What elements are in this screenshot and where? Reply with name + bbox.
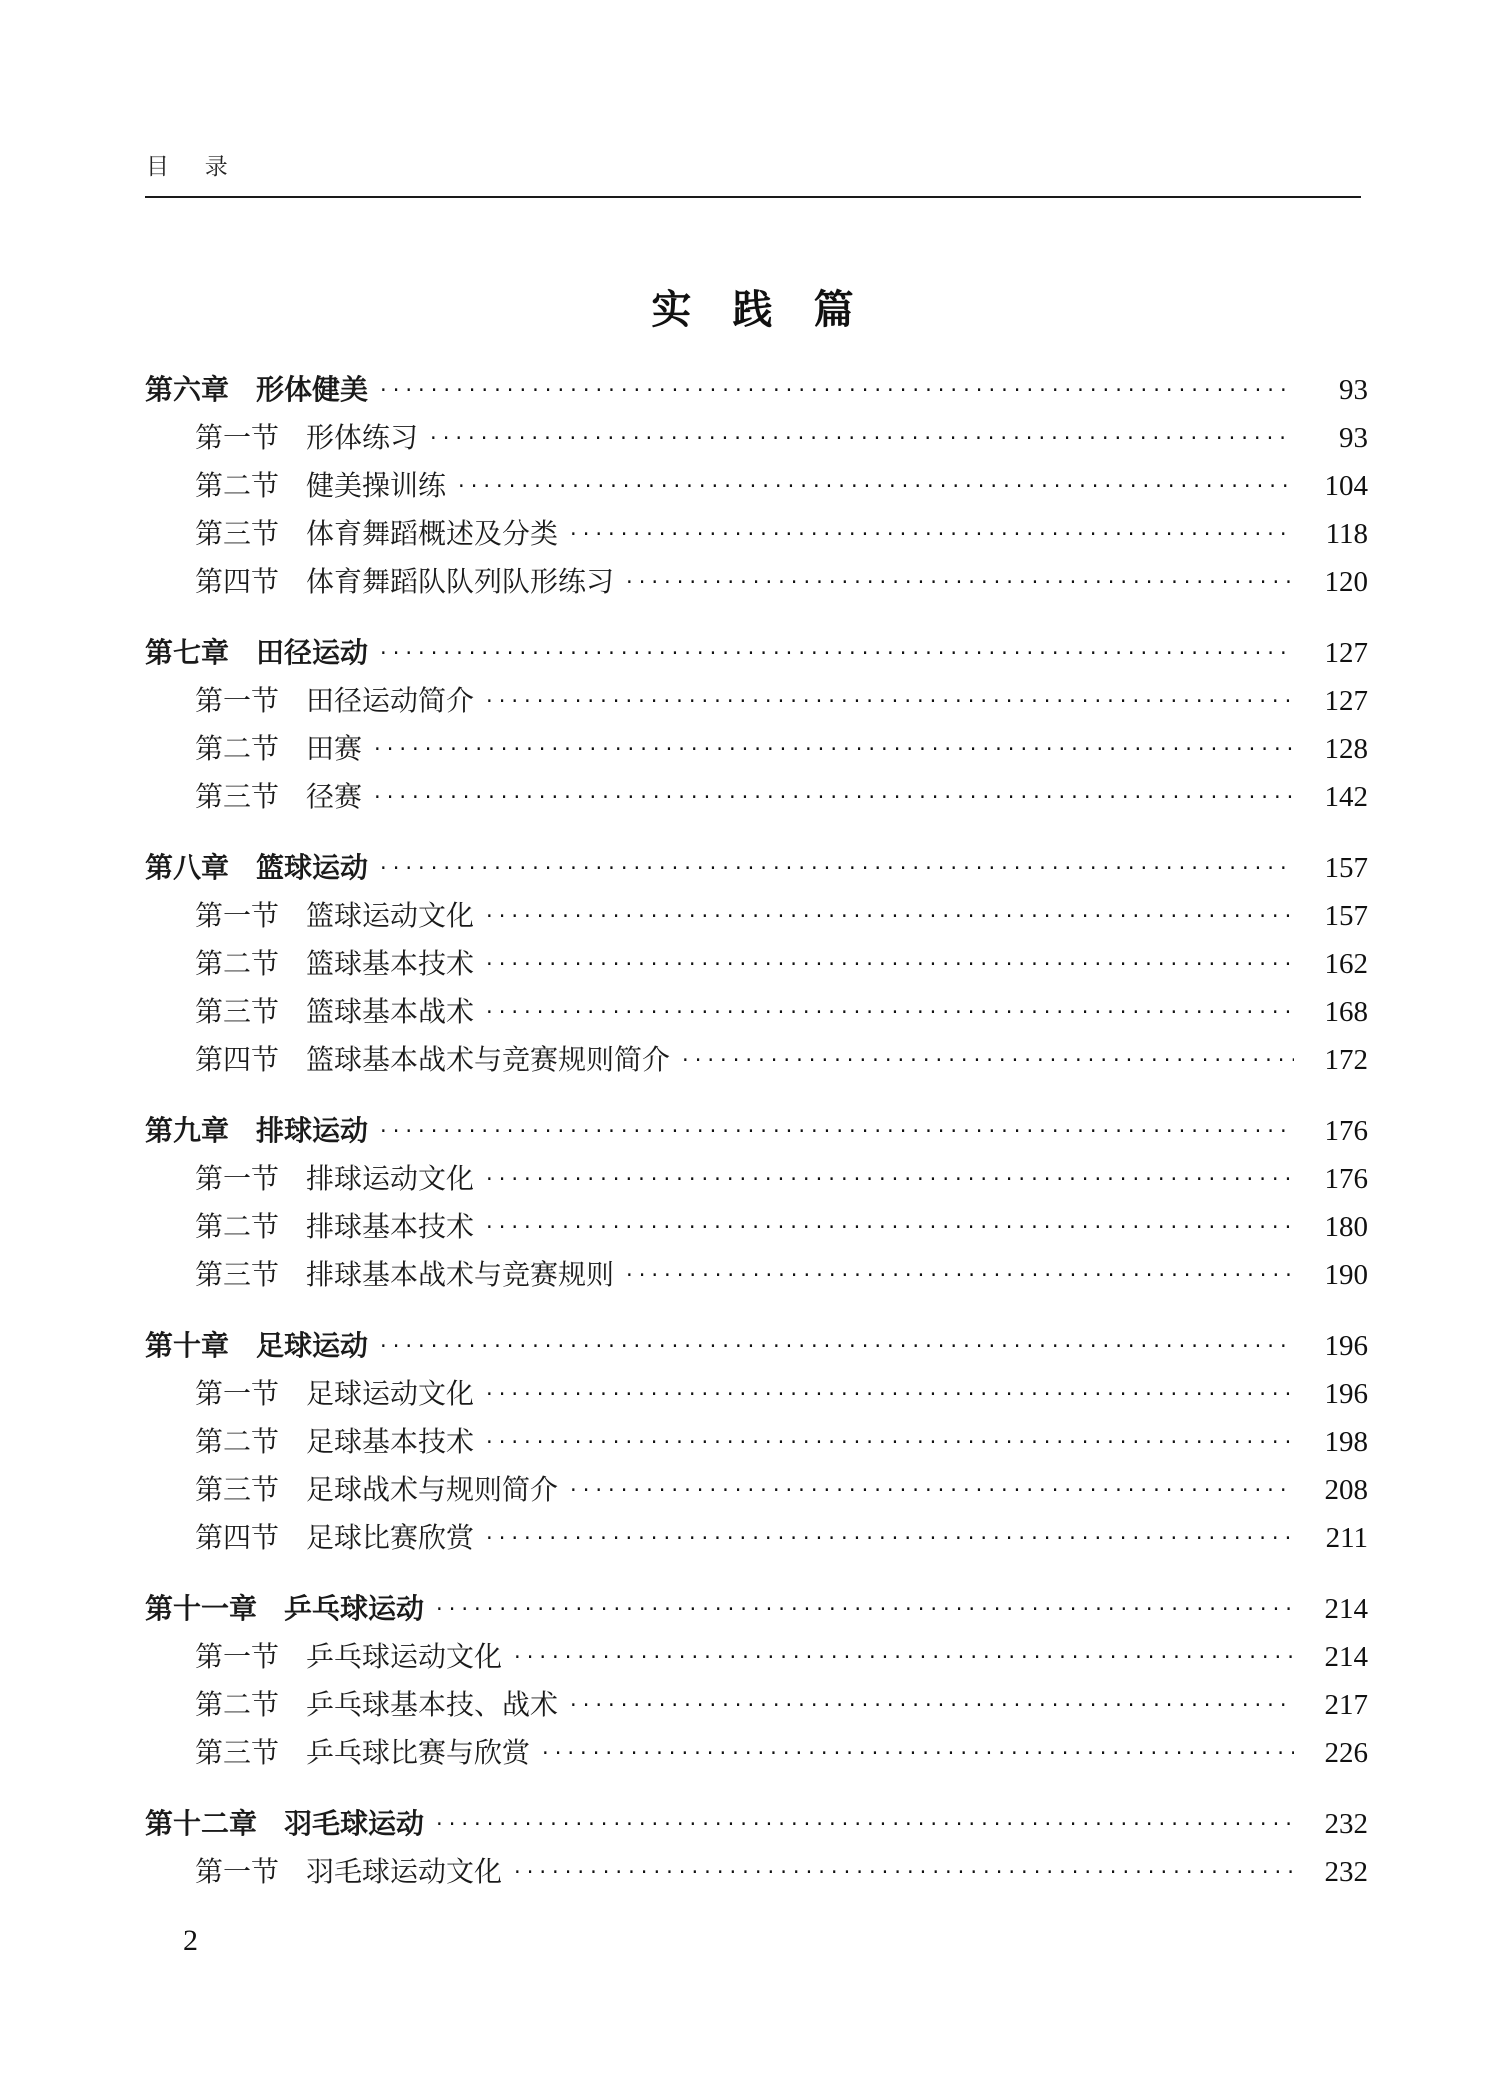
toc-row-section <box>145 414 1368 462</box>
page-number: 104 <box>1324 470 1368 502</box>
section-label: 第一节 <box>195 1857 280 1888</box>
chapter-title: 田径运动 <box>256 637 369 668</box>
dot-leader <box>570 1466 1294 1514</box>
toc-row-section <box>145 677 1368 725</box>
toc-row-chapter <box>145 1107 1368 1155</box>
dot-leader <box>486 1514 1294 1562</box>
dot-leader <box>430 414 1294 462</box>
section-title: 体育舞蹈概述及分类 <box>306 519 559 550</box>
page-number: 93 <box>1339 422 1368 454</box>
dot-leader <box>486 940 1294 988</box>
toc-row-section <box>145 988 1368 1036</box>
chapter-label: 第九章 <box>145 1115 230 1146</box>
page-number: 232 <box>1324 1808 1368 1840</box>
toc-row-section <box>145 462 1368 510</box>
toc-row-section <box>145 1155 1368 1203</box>
dot-leader <box>486 1370 1294 1418</box>
dot-leader <box>570 510 1294 558</box>
section-title: 排球基本战术与竞赛规则 <box>306 1260 615 1291</box>
section-title: 田赛 <box>306 734 363 765</box>
dot-leader <box>626 558 1294 606</box>
chapter-title: 篮球运动 <box>256 852 369 883</box>
section-title: 形体练习 <box>306 423 419 454</box>
toc-row-section <box>145 1848 1368 1896</box>
chapter-label: 第八章 <box>145 852 230 883</box>
toc-row-section <box>145 892 1368 940</box>
toc-row-section <box>145 1514 1368 1562</box>
section-label: 第一节 <box>195 1164 280 1195</box>
chapter-title: 形体健美 <box>256 374 369 405</box>
dot-leader <box>486 988 1294 1036</box>
section-label: 第三节 <box>195 997 280 1028</box>
page-number: 162 <box>1324 948 1368 980</box>
dot-leader <box>374 725 1294 773</box>
section-title: 篮球基本战术 <box>306 997 475 1028</box>
dot-leader <box>542 1729 1294 1777</box>
toc-row-section <box>145 940 1368 988</box>
section-label: 第三节 <box>195 519 280 550</box>
dot-leader <box>486 1155 1294 1203</box>
page-number: 214 <box>1324 1593 1368 1625</box>
dot-leader <box>486 1203 1294 1251</box>
chapter-label: 第十一章 <box>145 1593 258 1624</box>
section-title: 排球基本技术 <box>306 1212 475 1243</box>
section-title: 羽毛球运动文化 <box>306 1857 503 1888</box>
page-number: 180 <box>1324 1211 1368 1243</box>
page-number: 196 <box>1324 1330 1368 1362</box>
page-number: 128 <box>1324 733 1368 765</box>
toc-row-section <box>145 1036 1368 1084</box>
section-label: 第二节 <box>195 734 280 765</box>
dot-leader <box>486 892 1294 940</box>
dot-leader <box>380 1107 1294 1155</box>
dot-leader <box>458 462 1294 510</box>
dot-leader <box>514 1633 1294 1681</box>
page-number: 172 <box>1324 1044 1368 1076</box>
page-number: 211 <box>1325 1522 1368 1554</box>
toc-row-section <box>145 510 1368 558</box>
chapter-label: 第十二章 <box>145 1808 258 1839</box>
page-number: 127 <box>1324 685 1368 717</box>
dot-leader <box>514 1848 1294 1896</box>
section-label: 第二节 <box>195 949 280 980</box>
toc-row-chapter <box>145 629 1368 677</box>
page-number: 157 <box>1324 900 1368 932</box>
section-label: 第三节 <box>195 1475 280 1506</box>
chapter-label: 第七章 <box>145 637 230 668</box>
section-label: 第一节 <box>195 1642 280 1673</box>
page-number: 93 <box>1339 374 1368 406</box>
toc-row-chapter <box>145 844 1368 892</box>
section-label: 第二节 <box>195 1690 280 1721</box>
toc-row-chapter <box>145 1585 1368 1633</box>
section-title: 足球运动文化 <box>306 1379 475 1410</box>
dot-leader <box>374 773 1294 821</box>
toc-row-chapter <box>145 366 1368 414</box>
chapter-label: 第十章 <box>145 1330 230 1361</box>
dot-leader <box>682 1036 1294 1084</box>
toc-row-section <box>145 1203 1368 1251</box>
dot-leader <box>486 1418 1294 1466</box>
running-header: 目 录 <box>146 154 230 179</box>
toc-row-section <box>145 1466 1368 1514</box>
dot-leader <box>380 629 1294 677</box>
toc-row-section <box>145 725 1368 773</box>
toc-row-section <box>145 1370 1368 1418</box>
toc-row-section <box>145 1729 1368 1777</box>
page-number: 190 <box>1324 1259 1368 1291</box>
dot-leader <box>380 844 1294 892</box>
section-label: 第四节 <box>195 1523 280 1554</box>
section-label: 第三节 <box>195 1738 280 1769</box>
section-title: 乒乓球基本技、战术 <box>306 1690 559 1721</box>
toc-row-section <box>145 1251 1368 1299</box>
page-number: 168 <box>1324 996 1368 1028</box>
section-title: 体育舞蹈队队列队形练习 <box>306 567 615 598</box>
toc-row-section <box>145 773 1368 821</box>
section-label: 第四节 <box>195 567 280 598</box>
section-label: 第三节 <box>195 1260 280 1291</box>
toc-row-section <box>145 1681 1368 1729</box>
page-number: 127 <box>1324 637 1368 669</box>
toc-row-chapter <box>145 1322 1368 1370</box>
dot-leader <box>436 1800 1294 1848</box>
section-title: 径赛 <box>306 782 363 813</box>
toc-row-section <box>145 1418 1368 1466</box>
table-of-contents <box>145 366 1368 1896</box>
section-title: 健美操训练 <box>306 471 447 502</box>
chapter-title: 足球运动 <box>256 1330 369 1361</box>
chapter-title: 排球运动 <box>256 1115 369 1146</box>
toc-row-section <box>145 558 1368 606</box>
section-label: 第一节 <box>195 686 280 717</box>
dot-leader <box>380 1322 1294 1370</box>
folio-page-number: 2 <box>183 1924 198 1957</box>
page-number: 142 <box>1324 781 1368 813</box>
page-number: 176 <box>1324 1115 1368 1147</box>
section-title: 田径运动简介 <box>306 686 475 717</box>
section-title: 乒乓球比赛与欣赏 <box>306 1738 531 1769</box>
section-title: 足球战术与规则简介 <box>306 1475 559 1506</box>
dot-leader <box>570 1681 1294 1729</box>
page-number: 232 <box>1324 1856 1368 1888</box>
chapter-title: 羽毛球运动 <box>284 1808 425 1839</box>
page-number: 118 <box>1325 518 1368 550</box>
section-label: 第四节 <box>195 1045 280 1076</box>
header-rule <box>145 196 1361 198</box>
section-label: 第一节 <box>195 901 280 932</box>
page-number: 157 <box>1324 852 1368 884</box>
toc-row-chapter <box>145 1800 1368 1848</box>
section-label: 第一节 <box>195 1379 280 1410</box>
section-title: 篮球运动文化 <box>306 901 475 932</box>
dot-leader <box>380 366 1294 414</box>
section-label: 第二节 <box>195 471 280 502</box>
page-number: 217 <box>1324 1689 1368 1721</box>
page-number: 176 <box>1324 1163 1368 1195</box>
section-title: 乒乓球运动文化 <box>306 1642 503 1673</box>
section-title: 排球运动文化 <box>306 1164 475 1195</box>
chapter-title: 乒乓球运动 <box>284 1593 425 1624</box>
page-number: 198 <box>1324 1426 1368 1458</box>
chapter-label: 第六章 <box>145 374 230 405</box>
section-title: 篮球基本战术与竞赛规则简介 <box>306 1045 671 1076</box>
section-label: 第二节 <box>195 1212 280 1243</box>
section-label: 第二节 <box>195 1427 280 1458</box>
section-title: 足球基本技术 <box>306 1427 475 1458</box>
section-label: 第一节 <box>195 423 280 454</box>
page-number: 120 <box>1324 566 1368 598</box>
dot-leader <box>436 1585 1294 1633</box>
section-title: 篮球基本技术 <box>306 949 475 980</box>
page-number: 226 <box>1324 1737 1368 1769</box>
section-label: 第三节 <box>195 782 280 813</box>
toc-row-section <box>145 1633 1368 1681</box>
section-title: 足球比赛欣赏 <box>306 1523 475 1554</box>
dot-leader <box>626 1251 1294 1299</box>
page-number: 214 <box>1324 1641 1368 1673</box>
dot-leader <box>486 677 1294 725</box>
page-number: 196 <box>1324 1378 1368 1410</box>
page-number: 208 <box>1324 1474 1368 1506</box>
part-title: 实 践 篇 <box>651 288 854 332</box>
